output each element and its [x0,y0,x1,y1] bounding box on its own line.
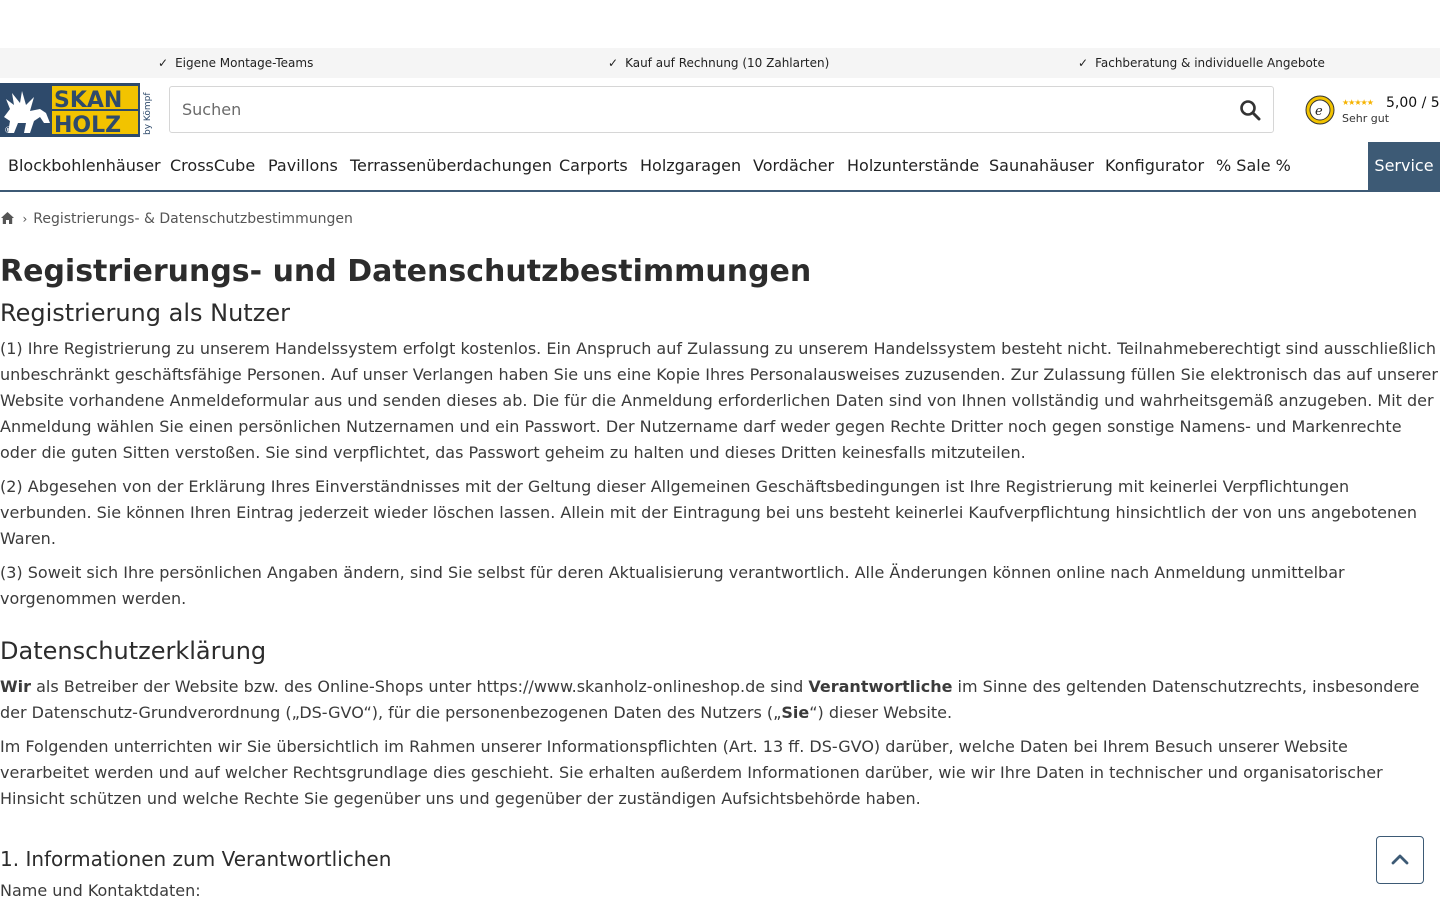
paragraph: (1) Ihre Registrierung zu unserem Handelssystem erfolgt kostenlos. Ein Anspruch auf Zulassung zu unserem Handelssystem besteht nicht. Teilnahmeberechtigt sind ausschließlich unbeschränkt geschäftsfähige Personen. Auf unser Verlangen haben Sie uns eine Kopie Ihres Personalausweises zuzusenden. Zur Zulassung füllen Sie elektronisch das auf unserer Website vorhandene Anmeldeformular aus und senden dieses ab. Die für die Anmeldung erforderlichen Daten sind von Ihnen vollständig und wahrheitsgemäß anzugeben. Mit der Anmeldung wählen Sie einen persönlichen Nutzernamen und ein Passwort. Der Nutzername darf weder gegen Rechte Dritter noch gegen sonstige Namens- und Markenrechte oder die guten Sitten verstoßen. Sie sind verpflichtet, das Passwort geheim zu halten und dieses Dritten keinesfalls mitzuteilen. [0,339,1438,462]
chevron-right-icon: › [22,212,28,226]
svg-text:SKAN: SKAN [54,88,123,113]
usp-item: ✓ Fachberatung & individuelle Angebote [1078,56,1325,70]
nav-item-konfigurator[interactable]: Konfigurator [1105,156,1205,175]
paragraph: Name und Kontaktdaten: [0,881,201,900]
breadcrumb [0,211,353,227]
svg-text:e: e [1315,104,1323,119]
usp-bar [0,48,1440,78]
check-icon: ✓ [608,56,619,70]
section-heading-datenschutz: Datenschutzerklärung [0,637,267,665]
trusted-shops-seal-icon [1305,95,1335,125]
paragraph: (2) Abgesehen von der Erklärung Ihres Einverständnisses mit der Geltung dieser Allgemeinen Geschäftsbedingungen ist Ihre Registrierung mit keinerlei Verpflichtungen verbunden. Sie können Ihren Eintrag jederzeit wieder löschen lassen. Allein mit der Eintragung bei uns besteht keinerlei Kaufverpflichtung hinsichtlich der von uns angebotenen Waren. [0,477,1418,548]
scroll-to-top-button[interactable] [1376,836,1424,884]
nav-item-service[interactable]: Service [1368,142,1440,190]
usp-item: ✓ Kauf auf Rechnung (10 Zahlarten) [608,56,830,70]
search-box [169,86,1274,133]
breadcrumb-current: Registrierungs- & Datenschutzbestimmungen [33,211,353,227]
nav-item-crosscube[interactable]: CrossCube [170,156,256,175]
search-input[interactable] [170,87,1210,132]
paragraph: (3) Soweit sich Ihre persönlichen Angaben ändern, sind Sie selbst für deren Aktualisierung verantwortlich. Alle Änderungen können online nach Anmeldung unmittelbar vorgenommen werden. [0,563,1345,608]
search-button[interactable] [1239,99,1261,121]
nav-item-terrassenueberdachungen[interactable]: Terrassenüberdachungen [350,156,552,175]
check-icon: ✓ [1078,56,1089,70]
svg-text:HOLZ: HOLZ [54,113,122,137]
rating-stars: ★★★★★ [1342,98,1373,107]
search-icon [1239,99,1261,121]
nav-item-pavillons[interactable]: Pavillons [268,156,338,175]
section-heading-registrierung: Registrierung als Nutzer [0,299,290,327]
paragraph: Wir als Betreiber der Website bzw. des Online-Shops unter https://www.skanholz-onlineshop.de sind Verantwortliche im Sinne des geltenden Datenschutzrechts, insbesondere der Datenschutz-Grundverordnung („DS-GVO“), für die personenbezogenen Daten des Nutzers („Sie“) dieser Website. [0,677,1420,722]
usp-item: ✓ Eigene Montage-Teams [158,56,314,70]
page-title: Registrierungs- und Datenschutzbestimmungen [0,254,812,289]
main-navigation [0,142,1440,192]
home-icon[interactable] [0,211,15,225]
nav-item-carports[interactable]: Carports [559,156,628,175]
svg-text:®: ® [4,126,13,136]
logo[interactable] [0,83,154,137]
nav-item-sale[interactable]: % Sale % [1216,156,1291,175]
nav-item-saunahaeuser[interactable]: Saunahäuser [989,156,1094,175]
nav-item-vordaecher[interactable]: Vordächer [753,156,835,175]
nav-item-blockbohlenhaeuser[interactable]: Blockbohlenhäuser [8,156,161,175]
svg-text:by Kömpf: by Kömpf [143,92,153,135]
paragraph: Im Folgenden unterrichten wir Sie übersichtlich im Rahmen unserer Informationspflichten (Art. 13 ff. DS-GVO) darüber, welche Daten bei Ihrem Besuch unserer Website verarbeitet werden und auf welcher Rechtsgrundlage dies geschieht. Sie erhalten außerdem Informationen darüber, wie wir Ihre Daten in technischer und organisatorischer Hinsicht schützen und welche Rechte Sie gegenüber uns und gegenüber der zuständigen Aufsichtsbehörde haben. [0,737,1383,808]
section-heading-verantwortlicher: 1. Informationen zum Verantwortlichen [0,847,392,871]
main-content [0,250,1440,900]
check-icon: ✓ [158,56,169,70]
rating-label: Sehr gut [1342,112,1390,125]
chevron-up-icon [1391,852,1409,866]
nav-item-holzgaragen[interactable]: Holzgaragen [640,156,742,175]
rating-score: 5,00 / 5 [1386,95,1440,111]
nav-item-holzunterstaende[interactable]: Holzunterstände [847,156,980,175]
